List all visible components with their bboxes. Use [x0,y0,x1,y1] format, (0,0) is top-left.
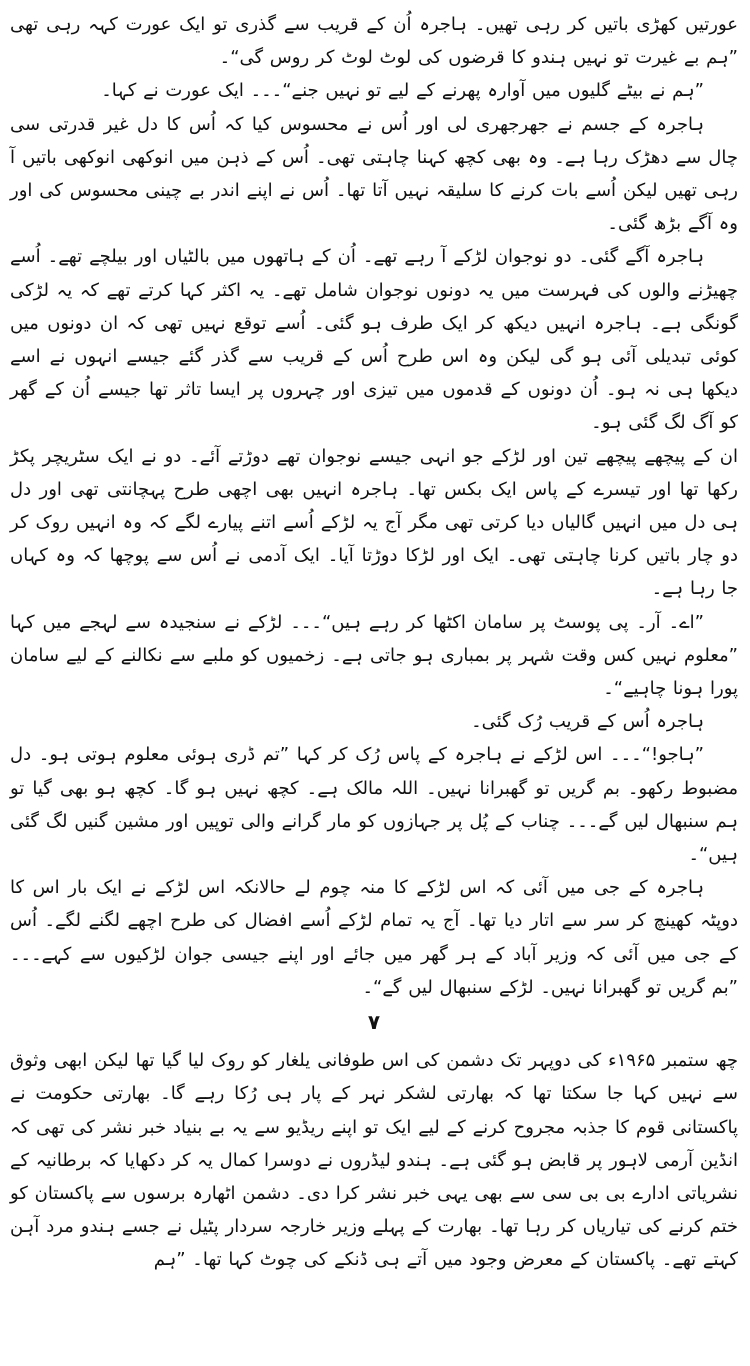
paragraph: چھ ستمبر ۱۹۶۵ء کی دوپہر تک دشمن کی اس طوفانی یلغار کو روک لیا گیا تھا لیکن ابھی وثوق سے نہیں کہا جا سکتا تھا کہ بھارتی لشکر نہر کے پار ہی رُکا رہے گا۔ بھارتی حکومت نے پاکستانی قوم کا جذبہ مجروح کرنے کے لیے ایک تو اپنے ریڈیو سے یہ بے بنیاد خبر نشر کی تھی کہ انڈین آرمی لاہور پر قابض ہو گئی ہے۔ ہندو لیڈروں نے دوسرا کمال یہ کر دکھایا کہ برطانیہ کے نشریاتی ادارے بی بی سی سے بھی یہی خبر نشر کرا دی۔ دشمن اٹھارہ برسوں سے پاکستان کو ختم کرنے کی تیاریاں کر رہا تھا۔ بھارت کے پہلے وزیر خارجہ سردار پٹیل نے جسے ہندو مرد آہن کہتے تھے۔ پاکستان کے معرض وجود میں آتے ہی ڈنکے کی چوٹ کہا تھا۔ ”ہم [10,1050,738,1271]
section-one [10,8,738,1004]
section-divider-number: ۷ [367,1010,381,1035]
paragraph: ”ہم نے بیٹے گلیوں میں آوارہ پھرنے کے لیے تو نہیں جنے“۔۔۔ ایک عورت نے کہا۔ [101,80,704,102]
paragraph: ہاجرہ کے جسم نے جھرجھری لی اور اُس نے محسوس کیا کہ اُس کا دل غیر قدرتی سی چال سے دھڑک رہا ہے۔ وہ بھی کچھ کہنا چاہتی تھی۔ اُس کے ذہن میں انوکھی انوکھی باتیں آ رہی تھیں لیکن اُسے بات کرنے کا سلیقہ نہیں آتا تھا۔ اُس نے اپنے اندر بے چینی محسوس کی اور وہ آگے بڑھ گئی۔ [10,113,738,235]
paragraph: ”ہاجو!“۔۔۔ اس لڑکے نے ہاجرہ کے پاس رُک کر کہا ”تم ڈری ہوئی معلوم ہوتی ہو۔ دل مضبوط رکھو۔ بم گریں تو گھبرانا نہیں۔ اللہ مالک ہے۔ کچھ نہیں ہو گا۔ کچھ ہو بھی گیا تو ہم سنبھال لیں گے۔۔۔ چناب کے پُل پر جہازوں کو مار گرانے والی توپیں اور مشین گنیں لگ گئی ہیں“۔ [10,744,738,866]
paragraph: ہاجرہ اُس کے قریب رُک گئی۔ [471,711,704,733]
paragraph: ان کے پیچھے پیچھے تین اور لڑکے جو انہی جیسے نوجوان تھے دوڑتے آئے۔ دو نے ایک سٹریچر پکڑ رکھا تھا اور تیسرے کے پاس ایک بکس تھا۔ ہاجرہ انہیں بھی اچھی طرح پہچانتی تھی اور دل ہی دل میں انہیں گالیاں دیا کرتی تھی مگر آج یہ لڑکے اُسے اتنے پیارے لگے کہ وہ انہیں روک کر دو چار باتیں کرنا چاہتی تھی۔ ایک اور لڑکا دوڑتا آیا۔ ایک آدمی نے اُس سے پوچھا کہ وہ کہاں جا رہا ہے۔ [10,445,738,600]
section-two [10,1044,738,1276]
paragraph: ہاجرہ آگے گئی۔ دو نوجوان لڑکے آ رہے تھے۔ اُن کے ہاتھوں میں بالٹیاں اور بیلچے تھے۔ اُسے چھیڑنے والوں کی فہرست میں یہ دونوں نوجوان شامل تھے۔ یہ اکثر کہا کرتے تھے کہ یہ لڑکی گونگی ہے۔ ہاجرہ انہیں دیکھ کر ایک طرف ہو گئی۔ اُسے توقع نہیں تھی کہ ان دونوں میں کوئی تبدیلی آئی ہو گی لیکن وہ اس طرح اُس کے قریب سے گذر گئے جیسے انہوں نے اسے دیکھا ہی نہ ہو۔ اُن دونوں کے قدموں میں تیزی اور چہروں پر ایسا تاثر تھا جیسے اُن کے گھر کو آگ لگ گئی ہو۔ [10,246,738,434]
paragraph: ہاجرہ کے جی میں آئی کہ اس لڑکے کا منہ چوم لے حالانکہ اس لڑکے نے ایک بار اس کا دوپٹہ کھینچ کر سر سے اتار دیا تھا۔ آج یہ تمام لڑکے اُسے افضال کی طرح اچھے لگنے لگے۔ اُس کے جی میں آئی کہ وزیر آباد کے ہر گھر میں جائے اور اپنے جیسی جوان لڑکیوں سے کہے۔۔۔ ”بم گریں تو گھبرانا نہیں۔ لڑکے سنبھال لیں گے“۔ [10,877,738,998]
paragraph: ”اے۔ آر۔ پی پوسٹ پر سامان اکٹھا کر رہے ہیں“۔۔۔ لڑکے نے سنجیدہ سے لہجے میں کہا ”معلوم نہیں کس وقت شہر پر بمباری ہو جاتی ہے۔ زخمیوں کو ملبے سے نکالنے کے لیے سامان پورا ہونا چاہیے“۔ [10,611,738,700]
paragraph: عورتیں کھڑی باتیں کر رہی تھیں۔ ہاجرہ اُن کے قریب سے گذری تو ایک عورت کہہ رہی تھی ”ہم بے غیرت تو نہیں ہندو کا قرضوں کی لوٹ لوٹ کر روس گی“۔ [10,14,738,69]
